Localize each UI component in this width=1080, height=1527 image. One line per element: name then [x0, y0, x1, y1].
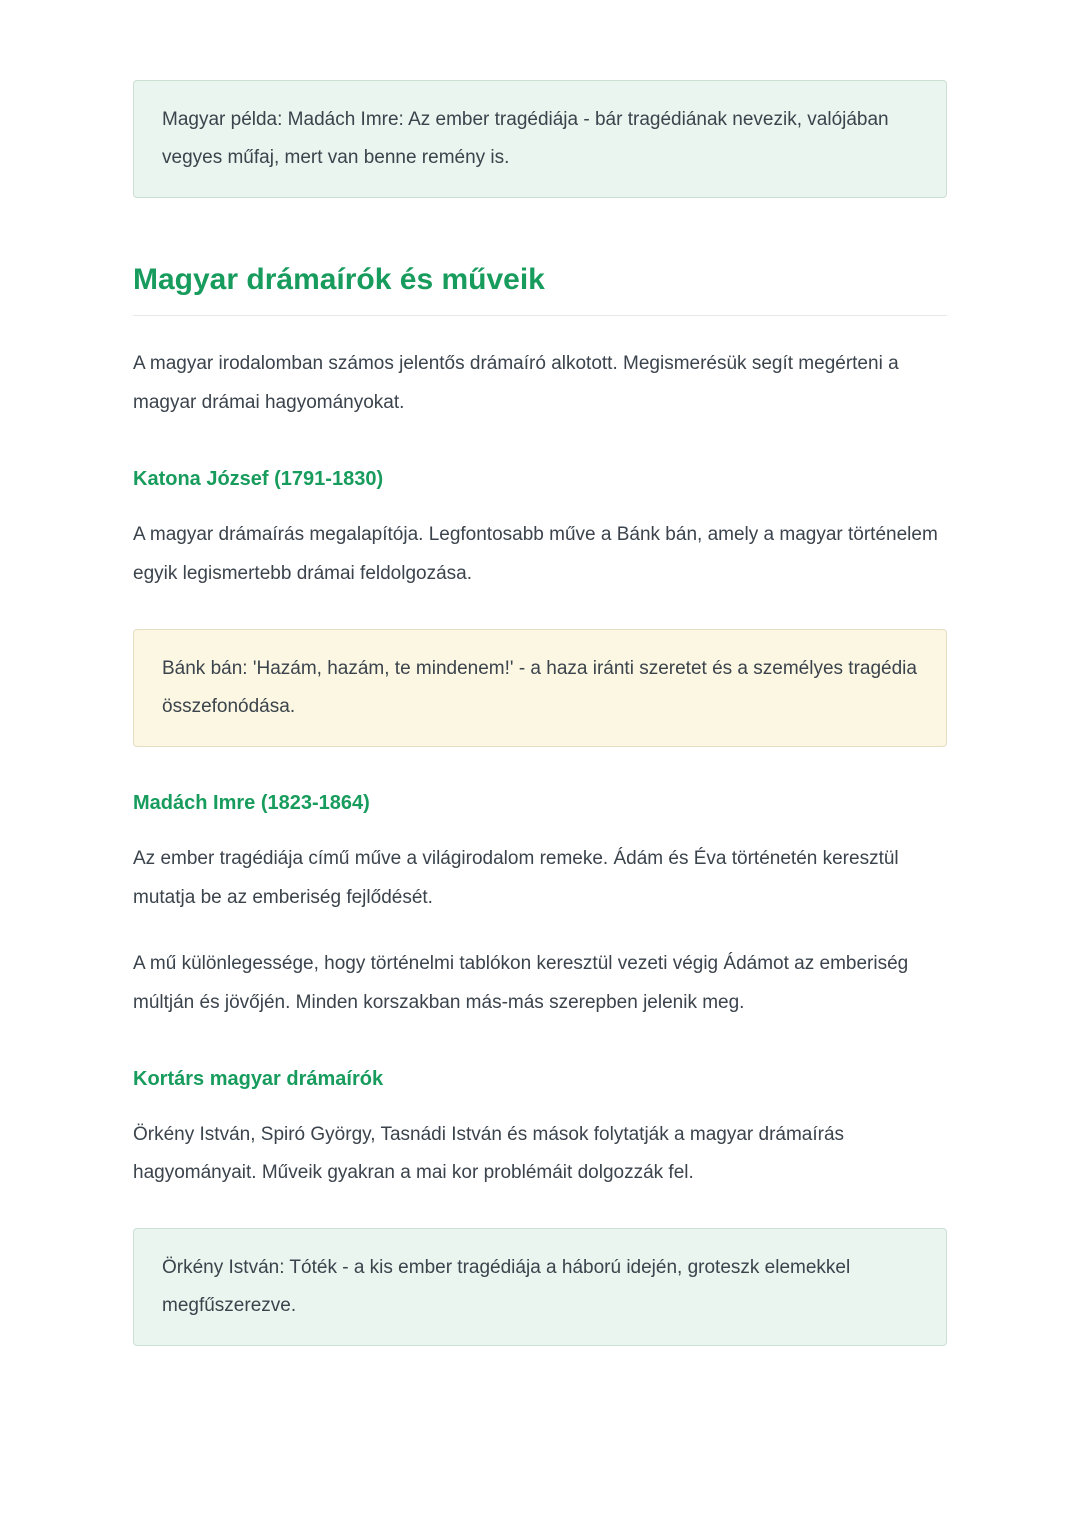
paragraph-kortars: Örkény István, Spiró György, Tasnádi István és mások folytatják a magyar drámaírás hagyományait. Műveik gyakran a mai kor problémáit dolgozzák fel.: [133, 1123, 845, 1184]
subsection-heading-kortars: Kortárs magyar drámaírók: [133, 1067, 384, 1090]
paragraph-katona: A magyar drámaírás megalapítója. Legfontosabb műve a Bánk bán, amely a magyar történelem egyik legismertebb drámai feldolgozása.: [133, 523, 938, 584]
paragraph-madach-2: A mű különlegessége, hogy történelmi tablókon keresztül vezeti végig Ádámot az emberiség múltján és jövőjén. Minden korszakban más-más szerepben jelenik meg.: [133, 952, 909, 1013]
example-callout-orkeny: [133, 1228, 947, 1346]
callout-text: Bánk bán: 'Hazám, hazám, te mindenem!' - a haza iránti szeretet és a személyes tragédia összefonódása.: [162, 657, 917, 717]
title-divider: [133, 315, 947, 316]
example-callout-madach: [133, 80, 947, 198]
subsection-heading-madach: Madách Imre (1823-1864): [133, 791, 370, 814]
paragraph-madach-1: Az ember tragédiája című műve a világirodalom remeke. Ádám és Éva történetén keresztül mutatja be az emberiség fejlődését.: [133, 847, 899, 908]
callout-text: Magyar példa: Madách Imre: Az ember tragédiája - bár tragédiának nevezik, valójában vegyes műfaj, mert van benne remény is.: [162, 109, 889, 168]
quote-callout-bank-ban: [133, 629, 947, 747]
intro-paragraph: A magyar irodalomban számos jelentős drámaíró alkotott. Megismerésük segít megérteni a magyar drámai hagyományokat.: [133, 353, 899, 413]
callout-text: Örkény István: Tóték - a kis ember tragédiája a háború idején, groteszk elemekkel megfűszerezve.: [162, 1257, 851, 1317]
page-title: Magyar drámaírók és műveik: [133, 263, 545, 296]
subsection-heading-katona: Katona József (1791-1830): [133, 467, 384, 490]
document-page: [133, 0, 947, 1346]
